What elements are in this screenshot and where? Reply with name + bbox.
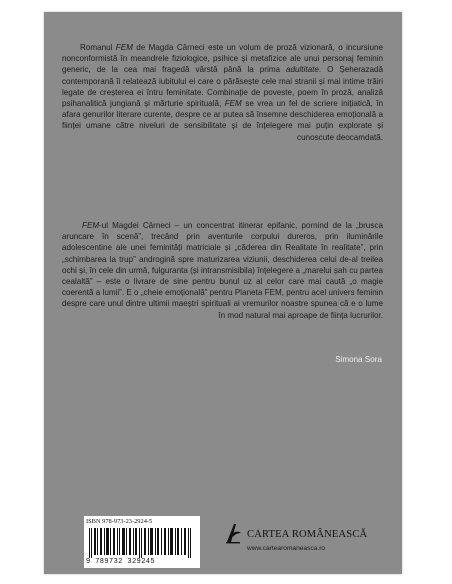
isbn-number: ISBN 978-973-23-2924-5 bbox=[86, 518, 153, 525]
description-paragraph bbox=[62, 42, 383, 143]
description-text-part-b: . O Șeherazadă contemporană îi relatează iubitului ei care o părăsește cele mai stranii și mai intime trăiri legate de creșterea ei întru feminitate. Combinație de poveste, poem în proză, analiză psihanalitică jungiană și mărturie spirituală, bbox=[62, 65, 383, 109]
critic-quote-paragraph bbox=[62, 220, 383, 321]
description-text-part-c: se vrea un fel de scriere inițiatică, în afara genurilor literare curente, despre ce ar putea să însemne deschiderea emoțională a ființei umane către niveluri de sensibilitate și de înțelegere mai puțin explorate și cunoscute deocamdată. bbox=[62, 99, 383, 142]
critic-signature: Simona Sora bbox=[335, 355, 382, 364]
book-back-cover bbox=[44, 12, 402, 574]
book-title-italic-2: FEM bbox=[224, 99, 242, 109]
intro-text: Romanul bbox=[80, 43, 116, 52]
publisher-block bbox=[225, 522, 385, 562]
critic-quote-text: -ul Magdei Cârneci – un concentrat itinerar epifanic, pornind de la „brusca aruncare în scenă”, trecând prin aventurile corpului dureros, prin iluminările adolescentine ale unei feminități matriciale și „căderea din Realitate în realitate”, prin „schimbarea la trup” androgină spre maturizarea viziunii, deschiderea celui de-al treilea ochi și, în cele din urmă, fulguranta (și intransmisibila) înțelegere a „marelui șah cu partea cealaltă” – este o livrare de sine pentru bunul uz al celor care mai caută „o magie coerentă a lumii”. E o „cheie emoțională” pentru Planeta FEM, pentru acel univers feminin despre care unul dintre ultimii maeștri spirituali ai vremurilor noastre spunea că e o lume în mod natural mai aproape de ființa lucrurilor. bbox=[62, 221, 383, 320]
quote-indent bbox=[62, 221, 82, 230]
cr-publisher-logo-icon bbox=[225, 522, 243, 544]
publisher-url: www.cartearomaneasca.ro bbox=[247, 545, 326, 552]
quote-book-title-italic: FEM bbox=[82, 221, 100, 230]
book-title-italic: FEM bbox=[115, 43, 133, 52]
adultitate-italic: adultitate bbox=[285, 65, 319, 75]
isbn-barcode-block bbox=[84, 516, 200, 568]
publisher-name: CARTEA ROMÂNEASCĂ bbox=[247, 529, 368, 540]
description-text-part-a: de Magda Cârneci este un volum de proză vizionară, o incursiune nonconformistă în meandrele fiziologice, psihice și metafizice ale unui personaj feminin generic, de la cea mai fragedă vârstă până la prima bbox=[62, 43, 384, 75]
barcode-icon bbox=[87, 528, 197, 558]
barcode-digits: 9 789732 329245 bbox=[86, 558, 156, 566]
